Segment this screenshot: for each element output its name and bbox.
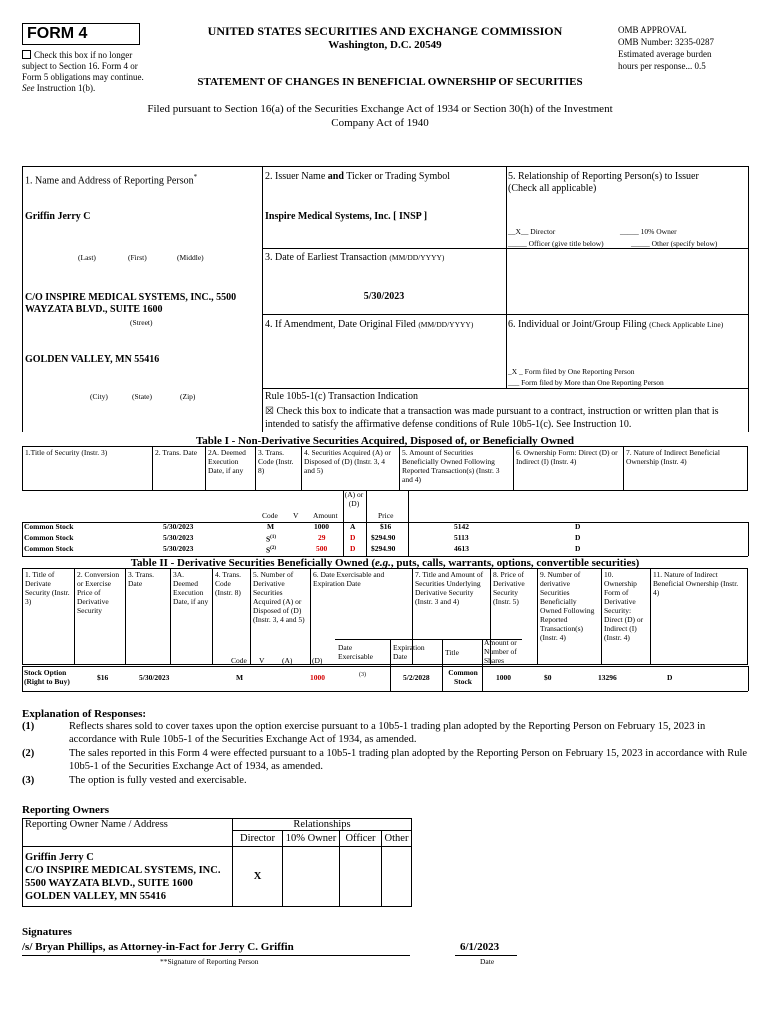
t1-sub-code: Code bbox=[262, 511, 278, 520]
t2-h5: 5. Number of Derivative Securities Acquired (A) or Disposed of (D) (Instr. 3, 4 and 5) bbox=[251, 569, 311, 665]
t2-h4: 4. Trans. Code (Instr. 8) bbox=[213, 569, 251, 665]
t2-h10: 10. Ownership Form of Derivative Security: Direct (D) or Indirect (I) (Instr. 4) bbox=[602, 569, 651, 665]
t1-h5: 5. Amount of Securities Beneficially Owned Following Reported Transaction(s) (Instr. 3 and 4) bbox=[400, 447, 514, 491]
no-longer-subject-note: Check this box if no longer subject to Section 16. Form 4 or Form 5 obligations may continue. See Instruction 1(b). bbox=[22, 50, 144, 93]
t2-h8: 8. Price of Derivative Security (Instr. 5) bbox=[491, 569, 538, 665]
box6-label: 6. Individual or Joint/Group Filing (Check Applicable Line) bbox=[508, 319, 724, 330]
reporting-person-street: C/O INSPIRE MEDICAL SYSTEMS, INC., 5500 WAYZATA BLVD., SUITE 1600 bbox=[25, 292, 237, 315]
t2-h11: 11. Nature of Indirect Beneficial Ownership (Instr. 4) bbox=[651, 569, 748, 665]
box1-label: 1. Name and Address of Reporting Person* bbox=[25, 173, 198, 187]
t2-h6: 6. Date Exercisable and Expiration Date bbox=[311, 569, 413, 665]
t1-sub-aord: (A) or (D) bbox=[344, 490, 364, 508]
t1-sub-amount: Amount bbox=[313, 511, 338, 520]
owners-col-name: Reporting Owner Name / Address bbox=[23, 819, 233, 847]
rule-checkbox[interactable]: ☒ bbox=[265, 406, 274, 417]
zip-label: (Zip) bbox=[180, 392, 196, 401]
t2-h9: 9. Number of derivative Securities Beneficially Owned Following Reported Transaction(s) (Instr. 4) bbox=[538, 569, 602, 665]
filed-by-more: ___ Form filed by More than One Reporting Person bbox=[508, 378, 664, 387]
statement-title: STATEMENT OF CHANGES IN BENEFICIAL OWNERSHIP OF SECURITIES bbox=[197, 76, 583, 88]
director-line: __X__ Director bbox=[508, 227, 556, 236]
filed-pursuant: Filed pursuant to Section 16(a) of the Securities Exchange Act of 1934 or Section 30(h) of the Investment Company Act of 1940 bbox=[147, 103, 613, 129]
owners-col-officer: Officer bbox=[340, 831, 382, 847]
reporting-person-city: GOLDEN VALLEY, MN 55416 bbox=[25, 354, 160, 365]
ten-pct-line: _____ 10% Owner bbox=[620, 227, 677, 236]
owners-col-rel: Relationships bbox=[233, 819, 412, 831]
city-label: (City) bbox=[90, 392, 108, 401]
t2-h3a: 3A. Deemed Execution Date, if any bbox=[171, 569, 213, 665]
t1-h7: 7. Nature of Indirect Beneficial Ownership (Instr. 4) bbox=[624, 447, 748, 491]
first-label: (First) bbox=[128, 253, 147, 262]
t1-h2a: 2A. Deemed Execution Date, if any bbox=[206, 447, 256, 491]
box3-label: 3. Date of Earliest Transaction (MM/DD/YYYY) bbox=[265, 252, 445, 263]
t1-h4: 4. Securities Acquired (A) or Disposed of (D) (Instr. 3, 4 and 5) bbox=[302, 447, 400, 491]
owner-director-mark: X bbox=[233, 847, 283, 907]
table-row: Common Stock 5/30/2023 $S^{(2)}$ 500 D $294.90 4613 D bbox=[24, 544, 581, 555]
t2-sub-amt: Amount or Number of Shares bbox=[484, 638, 517, 665]
last-label: (Last) bbox=[78, 253, 96, 262]
owners-col-other: Other bbox=[382, 831, 412, 847]
owners-title: Reporting Owners bbox=[22, 804, 110, 816]
earliest-transaction-date: 5/30/2023 bbox=[363, 291, 405, 302]
t1-h6: 6. Ownership Form: Direct (D) or Indirect (I) (Instr. 4) bbox=[514, 447, 624, 491]
agency-name: UNITED STATES SECURITIES AND EXCHANGE COMMISSION bbox=[207, 24, 563, 38]
street-label: (Street) bbox=[130, 318, 153, 327]
rule-indication: ☒ Check this box to indicate that a transaction was made pursuant to a contract, instruction or written plan that is intended to satisfy the affirmative defense conditions of Rule 10b5-1(c). See Instruction 10. bbox=[265, 406, 719, 430]
table-row: Stock Option (Right to Buy) $16 5/30/2023 M 1000 (3) 5/2/2028 Common Stock 1000 $0 13296 D bbox=[24, 668, 673, 686]
box4-label: 4. If Amendment, Date Original Filed (MM/DD/YYYY) bbox=[265, 319, 474, 330]
state-label: (State) bbox=[132, 392, 152, 401]
t2-sub-exer: Date Exercisable bbox=[338, 643, 373, 661]
table1-title: Table I - Non-Derivative Securities Acquired, Disposed of, or Beneficially Owned bbox=[195, 435, 575, 447]
owners-table bbox=[22, 818, 412, 907]
t1-h3: 3. Trans. Code (Instr. 8) bbox=[256, 447, 302, 491]
t2-sub-title: Title bbox=[445, 648, 459, 657]
t1-sub-v: V bbox=[293, 511, 299, 520]
no-longer-subject-checkbox[interactable] bbox=[22, 50, 31, 59]
t2-sub-d: (D) bbox=[312, 656, 323, 665]
signatures-title: Signatures bbox=[22, 926, 72, 938]
t1-sub-price: Price bbox=[378, 511, 394, 520]
list-item: (3) The option is fully vested and exercisable. bbox=[22, 775, 247, 786]
middle-label: (Middle) bbox=[177, 253, 204, 262]
t2-sub-exp: Expiration Date bbox=[393, 643, 425, 661]
signature-date: 6/1/2023 bbox=[460, 941, 500, 953]
table2-title: Table II - Derivative Securities Beneficially Owned (e.g., puts, calls, warrants, options, convertible securities) bbox=[130, 557, 640, 569]
t2-h2: 2. Conversion or Exercise Price of Derivative Security bbox=[75, 569, 126, 665]
form-label: FORM 4 bbox=[22, 23, 140, 45]
explanation-title: Explanation of Responses: bbox=[22, 708, 147, 720]
signer-name: /s/ Bryan Phillips, as Attorney-in-Fact for Jerry C. Griffin bbox=[22, 941, 294, 953]
list-item: (2) The sales reported in this Form 4 were effected pursuant to a 10b5-1 trading plan adopted by the Reporting Person on February 15, 2023 in accordance with Rule 10b5-1 of the Securities Exchange Act of 1934, as amended. bbox=[22, 748, 748, 772]
t2-sub-code: Code bbox=[231, 656, 247, 665]
owners-col-director: Director bbox=[233, 831, 283, 847]
filed-by-one: _X _ Form filed by One Reporting Person bbox=[508, 367, 635, 376]
rule-title: Rule 10b5-1(c) Transaction Indication bbox=[265, 391, 419, 402]
officer-line: _____ Officer (give title below) bbox=[508, 239, 604, 248]
t2-h1: 1. Title of Derivate Security (Instr. 3) bbox=[23, 569, 75, 665]
signature-label: **Signature of Reporting Person bbox=[160, 957, 259, 966]
table1-header bbox=[22, 446, 748, 491]
box5-label: 5. Relationship of Reporting Person(s) to Issuer (Check all applicable) bbox=[508, 171, 699, 194]
omb-approval: OMB APPROVAL OMB Number: 3235-0287 Estimated average burden hours per response... 0.5 bbox=[618, 25, 714, 71]
t2-h3: 3. Trans. Date bbox=[126, 569, 171, 665]
t2-sub-v: V bbox=[259, 656, 265, 665]
agency-city: Washington, D.C. 20549 bbox=[328, 39, 442, 51]
other-line: _____ Other (specify below) bbox=[631, 239, 718, 248]
date-label: Date bbox=[480, 957, 495, 966]
reporting-person-name: Griffin Jerry C bbox=[25, 211, 91, 222]
table-row: Common Stock 5/30/2023 M 1000 A $16 5142 D bbox=[24, 522, 581, 531]
issuer-name: Inspire Medical Systems, Inc. [ INSP ] bbox=[265, 211, 428, 222]
t2-h7: 7. Title and Amount of Securities Underlying Derivative Security (Instr. 3 and 4) bbox=[413, 569, 491, 665]
list-item: (1) Reflects shares sold to cover taxes upon the option exercise pursuant to a 10b5-1 trading plan adopted by the Reporting Person on February 15, 2023 in accordance with Rule 10b5-1 of the Securities Exchange Act of 1934, as amended. bbox=[22, 721, 706, 745]
owner-address: Griffin Jerry C C/O INSPIRE MEDICAL SYSTEMS, INC. 5500 WAYZATA BLVD., SUITE 1600 GOLDEN VALLEY, MN 55416 bbox=[23, 847, 233, 907]
table-row: Common Stock 5/30/2023 $S^{(1)}$ 29 D $294.90 5113 D bbox=[24, 533, 581, 544]
t1-h1: 1.Title of Security (Instr. 3) bbox=[23, 447, 153, 491]
t1-h2: 2. Trans. Date bbox=[153, 447, 206, 491]
box2-label: 2. Issuer Name and Ticker or Trading Symbol bbox=[265, 171, 451, 182]
explanation-notes bbox=[22, 720, 748, 787]
owners-col-ten: 10% Owner bbox=[283, 831, 340, 847]
t2-sub-a: (A) bbox=[282, 656, 293, 665]
